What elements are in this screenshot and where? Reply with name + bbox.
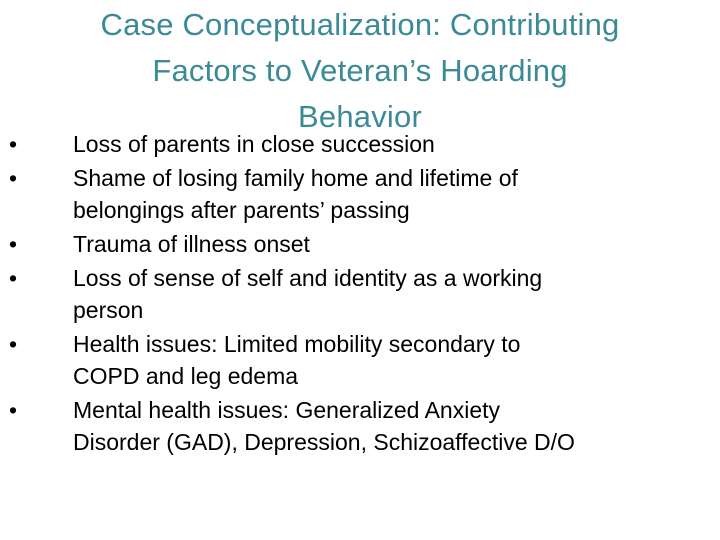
bullet-marker: •: [8, 331, 18, 357]
slide-title-line: Behavior: [298, 99, 422, 134]
bullet-line: Mental health issues: Generalized Anxiety: [73, 397, 501, 423]
bullet-line: Disorder (GAD), Depression, Schizoaffective D/O: [73, 429, 575, 455]
bullet-marker: •: [8, 397, 18, 423]
bullet-line: Loss of sense of self and identity as a working: [73, 265, 543, 291]
bullet-item: [0, 162, 700, 226]
bullet-line: Health issues: Limited mobility secondary to: [73, 331, 521, 357]
bullet-marker: •: [8, 231, 18, 257]
bullet-item: [0, 228, 700, 260]
bullet-list: [0, 128, 700, 460]
bullet-text: [73, 328, 700, 392]
bullet-item: [0, 394, 700, 458]
bullet-line: belongings after parents’ passing: [73, 197, 410, 223]
bullet-text: [73, 228, 700, 260]
bullet-text: [73, 128, 700, 160]
bullet-line: Trauma of illness onset: [73, 231, 310, 257]
bullet-text: [73, 262, 700, 326]
bullet-marker: •: [8, 265, 18, 291]
bullet-line: Shame of losing family home and lifetime of: [73, 165, 518, 191]
bullet-item: [0, 328, 700, 392]
bullet-marker: •: [8, 165, 18, 191]
bullet-item: [0, 128, 700, 160]
bullet-line: COPD and leg edema: [73, 363, 299, 389]
slide-title-line: Factors to Veteran’s Hoarding: [152, 53, 568, 88]
bullet-marker: •: [8, 131, 18, 157]
bullet-line: person: [73, 297, 144, 323]
bullet-line: Loss of parents in close succession: [73, 131, 435, 157]
bullet-text: [73, 394, 700, 458]
slide-title: [40, 2, 680, 140]
slide-title-line: Case Conceptualization: Contributing: [100, 7, 620, 42]
bullet-item: [0, 262, 700, 326]
bullet-text: [73, 162, 700, 226]
